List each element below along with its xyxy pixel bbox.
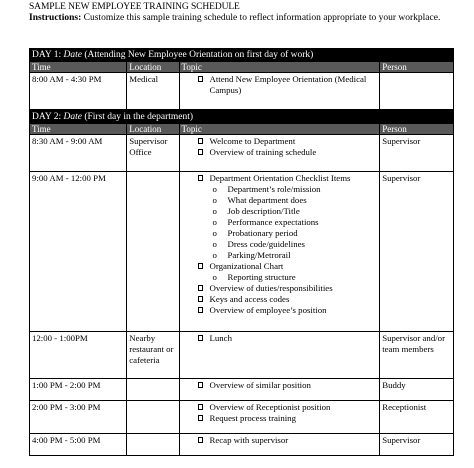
topic-item: Organizational Chart	[182, 261, 378, 272]
day2-desc: (First day in the department)	[81, 112, 194, 122]
location-cell: Medical	[127, 73, 179, 110]
table-row	[30, 172, 454, 332]
topic-item: Welcome to Department	[182, 136, 378, 147]
location-cell	[127, 434, 179, 456]
checkbox-bullet-icon	[198, 382, 203, 388]
time-cell: 8:00 AM - 4:30 PM	[30, 73, 127, 110]
table-row	[30, 135, 454, 172]
person-cell: Supervisor	[380, 135, 454, 172]
topic-item: Overview of Receptionist position	[182, 402, 378, 413]
circle-bullet-icon: o	[212, 272, 217, 282]
topic-cell	[179, 135, 380, 172]
circle-bullet-icon: o	[212, 228, 217, 238]
topic-cell	[179, 434, 380, 456]
sub-item: o Reporting structure	[212, 272, 296, 282]
location-cell: Nearby restaurant or cafeteria	[127, 332, 179, 379]
day2-table	[29, 110, 454, 456]
checkbox-bullet-icon	[198, 415, 203, 421]
time-cell: 9:00 AM - 12:00 PM	[30, 172, 127, 332]
topic-item: Keys and access codes	[182, 294, 378, 305]
topic-item: Overview of employee’s position	[182, 305, 378, 316]
checkbox-bullet-icon	[198, 437, 203, 443]
document-title: SAMPLE NEW EMPLOYEE TRAINING SCHEDULE	[29, 2, 240, 12]
circle-bullet-icon: o	[212, 184, 217, 194]
day2-label: DAY 2:	[32, 112, 62, 122]
topic-item: Department Orientation Checklist Items	[182, 173, 378, 184]
header-topic: Topic	[179, 124, 380, 135]
sub-item: o Performance expectations	[212, 217, 319, 227]
table-row	[30, 73, 454, 110]
day2-heading-row	[30, 111, 454, 124]
header-person: Person	[380, 124, 454, 135]
checkbox-bullet-icon	[198, 138, 203, 144]
table-row	[30, 401, 454, 434]
topic-item: Overview of duties/responsibilities	[182, 283, 378, 294]
checkbox-bullet-icon	[198, 404, 203, 410]
day1-table	[29, 48, 454, 110]
checkbox-bullet-icon	[198, 76, 203, 82]
day1-label: DAY 1:	[32, 50, 62, 60]
header-topic: Topic	[179, 62, 380, 73]
document-header	[29, 2, 454, 24]
day1-column-headers	[30, 62, 454, 73]
checkbox-bullet-icon	[198, 307, 203, 313]
location-cell	[127, 401, 179, 434]
checkbox-bullet-icon	[198, 263, 203, 269]
time-cell: 12:00 - 1:00PM	[30, 332, 127, 379]
table-row	[30, 332, 454, 379]
topic-cell	[179, 172, 380, 332]
header-time: Time	[30, 62, 127, 73]
topic-item: Lunch	[182, 333, 378, 344]
topic-cell	[179, 73, 380, 110]
location-cell	[127, 379, 179, 401]
instructions-text: Customize this sample training schedule to reflect information appropriate to your workplace.	[81, 13, 441, 23]
circle-bullet-icon: o	[212, 195, 217, 205]
person-cell: Supervisor	[380, 172, 454, 332]
instructions-label: Instructions:	[29, 13, 82, 23]
topic-cell	[179, 401, 380, 434]
sub-item: o Job description/Title	[212, 206, 300, 216]
day1-desc: (Attending New Employee Orientation on first day of work)	[81, 50, 314, 60]
header-location: Location	[127, 124, 179, 135]
person-cell: Receptionist	[380, 401, 454, 434]
time-cell: 1:00 PM - 2:00 PM	[30, 379, 127, 401]
header-location: Location	[127, 62, 179, 73]
person-cell	[380, 73, 454, 110]
topic-item: Recap with supervisor	[182, 435, 378, 446]
day1-date: Date	[63, 50, 82, 60]
circle-bullet-icon: o	[212, 217, 217, 227]
topic-cell	[179, 379, 380, 401]
checkbox-bullet-icon	[198, 149, 203, 155]
day2-date: Date	[63, 112, 82, 122]
person-cell: Buddy	[380, 379, 454, 401]
time-cell: 8:30 AM - 9:00 AM	[30, 135, 127, 172]
sub-item: o Parking/Metrorail	[212, 250, 291, 260]
table-row	[30, 434, 454, 456]
person-cell: Supervisor and/or team members	[380, 332, 454, 379]
sub-item: o Probationary period	[212, 228, 298, 238]
circle-bullet-icon: o	[212, 206, 217, 216]
checkbox-bullet-icon	[198, 285, 203, 291]
topic-item: Overview of training schedule	[182, 147, 378, 158]
time-cell: 4:00 PM - 5:00 PM	[30, 434, 127, 456]
checkbox-bullet-icon	[198, 335, 203, 341]
instructions	[29, 13, 454, 24]
topic-item: Overview of similar position	[182, 380, 378, 391]
day1-heading-row	[30, 49, 454, 62]
day2-column-headers	[30, 124, 454, 135]
header-person: Person	[380, 62, 454, 73]
checkbox-bullet-icon	[198, 296, 203, 302]
location-cell: Supervisor Office	[127, 135, 179, 172]
sub-item: o Dress code/guidelines	[212, 239, 305, 249]
sub-item: o What department does	[212, 195, 307, 205]
person-cell: Supervisor	[380, 434, 454, 456]
time-cell: 2:00 PM - 3:00 PM	[30, 401, 127, 434]
circle-bullet-icon: o	[212, 250, 217, 260]
circle-bullet-icon: o	[212, 239, 217, 249]
location-cell	[127, 172, 179, 332]
table-row	[30, 379, 454, 401]
sub-item: o Department’s role/mission	[212, 184, 321, 194]
header-time: Time	[30, 124, 127, 135]
topic-cell	[179, 332, 380, 379]
checkbox-bullet-icon	[198, 175, 203, 181]
topic-item: Attend New Employee Orientation (Medical Campus)	[182, 74, 378, 96]
topic-item: Request process training	[182, 413, 378, 424]
